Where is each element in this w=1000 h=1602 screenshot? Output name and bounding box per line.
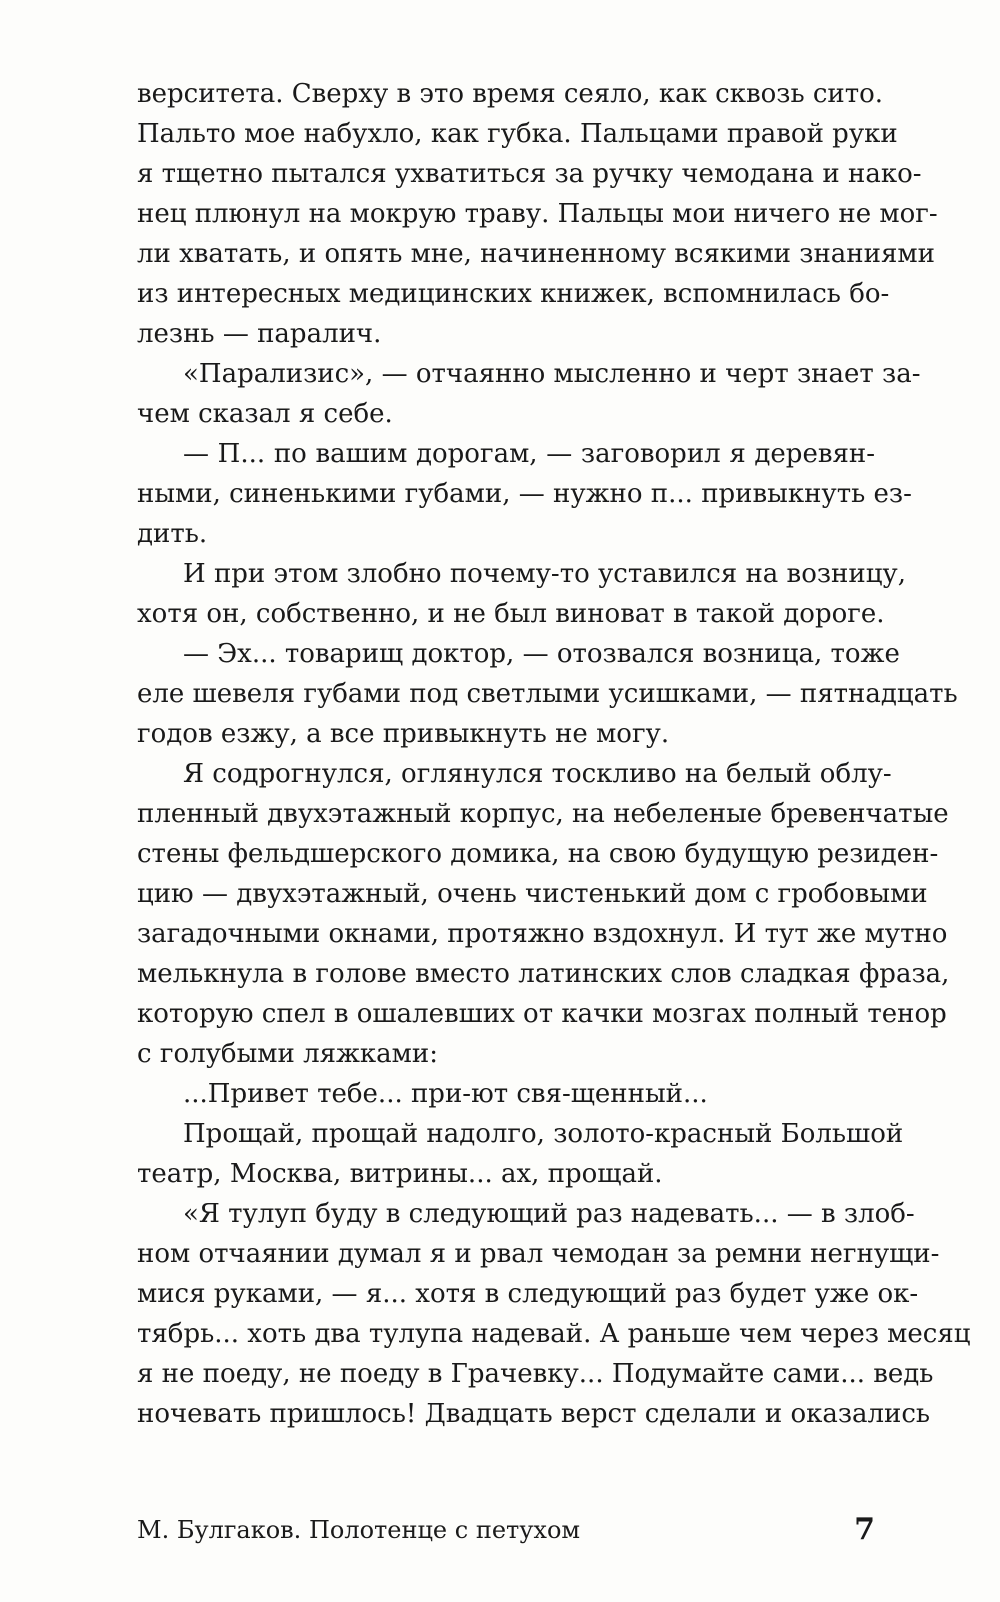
text-line: «Парализис», — отчаянно мысленно и черт знает за- xyxy=(183,359,921,389)
text-line: мелькнула в голове вместо латинских слов сладкая фраза, xyxy=(137,959,950,989)
text-line: Пальто мое набухло, как губка. Пальцами правой руки xyxy=(137,119,898,149)
text-line: загадочными окнами, протяжно вздохнул. И тут же мутно xyxy=(137,919,948,949)
text-line: годов езжу, а все привыкнуть не могу. xyxy=(137,719,670,749)
text-line: театр, Москва, витрины... ах, прощай. xyxy=(137,1159,663,1189)
text-line: чем сказал я себе. xyxy=(137,399,393,429)
text-line: «Я тулуп буду в следующий раз надевать... — в злоб- xyxy=(183,1199,915,1229)
text-line: ном отчаянии думал я и рвал чемодан за ремни негнущи- xyxy=(137,1239,940,1269)
text-line: Я содрогнулся, оглянулся тоскливо на белый облу- xyxy=(183,759,892,789)
text-line: И при этом злобно почему-то уставился на возницу, xyxy=(183,559,906,589)
text-line: которую спел в ошалевших от качки мозгах полный тенор xyxy=(137,999,947,1029)
text-line: пленный двухэтажный корпус, на небеленые бревенчатые xyxy=(137,799,949,829)
text-line: Прощай, прощай надолго, золото-красный Большой xyxy=(183,1119,904,1149)
text-line: цию — двухэтажный, очень чистенький дом с гробовыми xyxy=(137,879,928,909)
text-line: ли хватать, и опять мне, начиненному всякими знаниями xyxy=(137,239,935,269)
text-line: из интересных медицинских книжек, вспомнилась бо- xyxy=(137,279,890,309)
text-line: — П... по вашим дорогам, — заговорил я деревян- xyxy=(183,439,875,469)
text-line: тябрь... хоть два тулупа надевай. А раньше чем через месяц xyxy=(137,1319,971,1349)
text-line: еле шевеля губами под светлыми усишками, — пятнадцать xyxy=(137,679,958,709)
text-line: ночевать пришлось! Двадцать верст сделали и оказались xyxy=(137,1399,931,1429)
text-line: с голубыми ляжками: xyxy=(137,1039,438,1069)
text-line: ными, синенькими губами, — нужно п... привыкнуть ез- xyxy=(137,479,912,509)
text-line: нец плюнул на мокрую траву. Пальцы мои ничего не мог- xyxy=(137,199,938,229)
text-line: мися руками, — я... хотя в следующий раз будет уже ок- xyxy=(137,1279,919,1309)
text-line: дить. xyxy=(137,519,208,549)
text-line: стены фельдшерского домика, на свою будущую резиден- xyxy=(137,839,939,869)
text-line: ...Привет тебе... при-ют свя-щенный... xyxy=(183,1079,708,1109)
page-footer xyxy=(137,1512,875,1552)
text-line: хотя он, собственно, и не был виноват в такой дороге. xyxy=(137,599,885,629)
text-line: — Эх... товарищ доктор, — отозвался возница, тоже xyxy=(183,639,900,669)
running-title: М. Булгаков. Полотенце с петухом xyxy=(137,1516,581,1544)
text-line: я не поеду, не поеду в Грачевку... Подумайте сами... ведь xyxy=(137,1359,934,1389)
text-line: лезнь — паралич. xyxy=(137,319,382,349)
text-line: верситета. Сверху в это время сеяло, как сквозь сито. xyxy=(137,79,884,109)
text-line: я тщетно пытался ухватиться за ручку чемодана и нако- xyxy=(137,159,922,189)
body-text xyxy=(137,74,971,1434)
page-number: 7 xyxy=(854,1512,875,1547)
